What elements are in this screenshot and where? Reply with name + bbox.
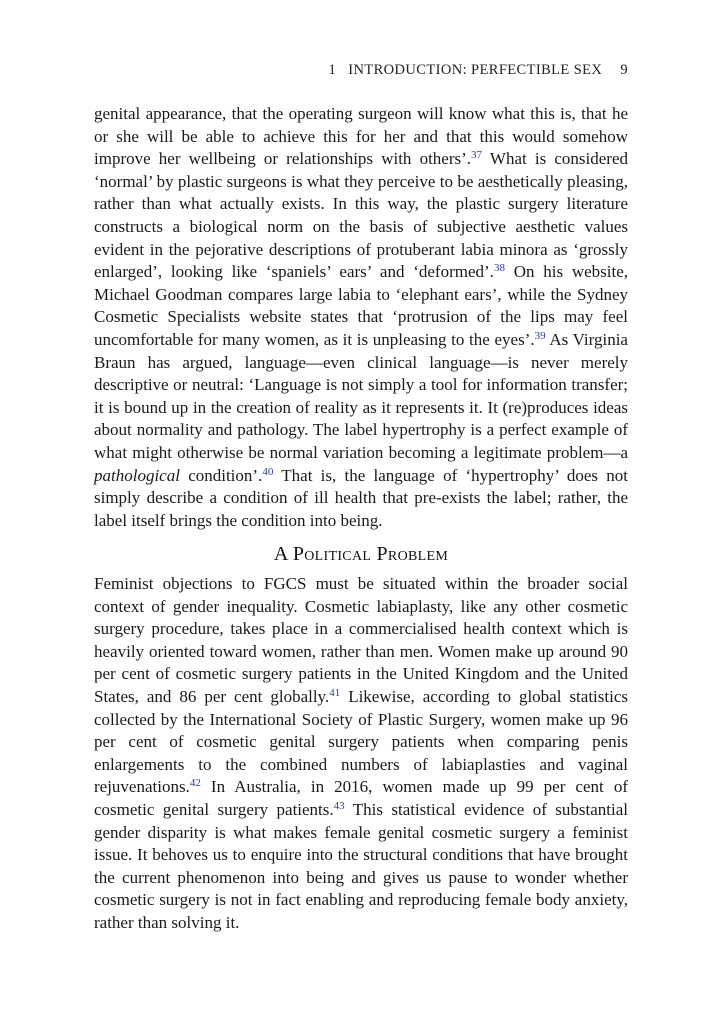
- body-paragraph-1: [94, 103, 628, 532]
- footnote-ref-37[interactable]: 37: [471, 149, 483, 162]
- paragraph-text: Feminist objections to FGCS must be situated within the broader social context of gender inequality. Cosmetic labiaplasty, like any other cosmetic surgery procedure, takes place in a commercialised health context which is heavily oriented toward women, rather than men. Women make up around 90 per cent of cosmetic surgery patients in the United Kingdom and the United States, and 86 per cent globally.: [94, 574, 628, 706]
- chapter-number: 1: [328, 62, 337, 78]
- footnote-ref-43[interactable]: 43: [333, 799, 345, 812]
- paragraph-text: On his website, Michael Goodman compares large labia to ‘elephant ears’, while the Sydney Cosmetic Specialists website states that ‘protrusion of the lips may feel uncomfortable for many women, as it is unpleasing to the eyes’.: [94, 262, 628, 349]
- body-paragraph-2: [94, 573, 628, 935]
- emphasized-word: pathological: [94, 465, 180, 485]
- paragraph-text: This statistical evidence of substantial gender disparity is what makes female genital cosmetic surgery a feminist issue. It behoves us to enquire into the structural conditions that have brought the current phenomenon into being and gives us pause to wonder whether cosmetic surgery is not in fact enabling and reproducing female body anxiety, rather than solving it.: [94, 799, 629, 932]
- footnote-ref-42[interactable]: 42: [189, 777, 201, 790]
- paragraph-text: Likewise, according to global statistics collected by the International Society of Plastic Surgery, women make up 96 per cent of cosmetic genital surgery patients when comparing penis enlargements to the combined numbers of labiaplasties and vaginal rejuvenations.: [94, 686, 628, 797]
- paragraph-text: In Australia, in 2016, women made up 99 per cent of cosmetic genital surgery patients.: [94, 777, 628, 819]
- section-heading: A Political Problem: [273, 543, 449, 565]
- footnote-ref-39[interactable]: 39: [534, 329, 546, 342]
- chapter-title: INTRODUCTION: PERFECTIBLE SEX: [348, 62, 603, 78]
- footnote-ref-41[interactable]: 41: [329, 686, 341, 699]
- running-head: [94, 62, 628, 79]
- page-number: 9: [620, 62, 628, 78]
- paragraph-text: genital appearance, that the operating surgeon will know what this is, that he or she will be able to achieve this for her and that this would somehow improve her wellbeing or relationships with others’.: [94, 104, 628, 169]
- footnote-ref-38[interactable]: 38: [493, 262, 505, 275]
- paragraph-text: What is considered ‘normal’ by plastic surgeons is what they perceive to be aesthetically pleasing, rather than what actually exists. In this way, the plastic surgery literature constructs a biological norm on the basis of subjective aesthetic values evident in the pejorative descriptions of protuberant labia minora as ‘grossly enlarged’, looking like ‘spaniels’ ears’ and ‘deformed’.: [94, 149, 628, 282]
- footnote-ref-40[interactable]: 40: [262, 465, 274, 478]
- paragraph-text: As Virginia Braun has argued, language—even clinical language—is never merely descriptive or neutral: ‘Language is not simply a tool for information transfer; it is bound up in the creation of reality as it represents it. It (re)produces ideas about normality and pathology. The label hypertrophy is a perfect example of what might otherwise be normal variation becoming a legitimate problem—a: [94, 329, 628, 462]
- paragraph-text: condition’.: [179, 465, 263, 485]
- paragraph-text: That is, the language of ‘hypertrophy’ does not simply describe a condition of ill health that pre-exists the label; rather, the label itself brings the condition into being.: [94, 465, 628, 530]
